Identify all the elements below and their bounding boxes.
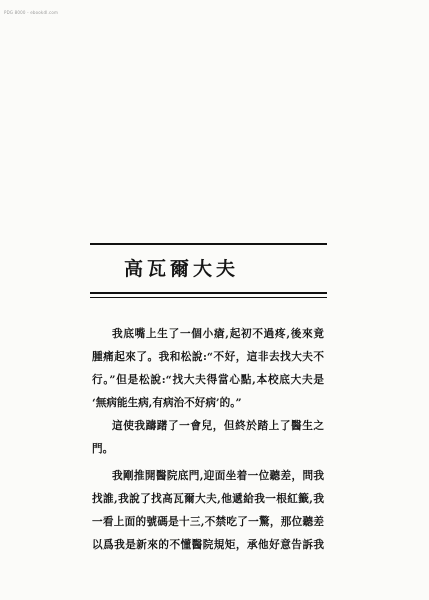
text-line: 門。 bbox=[92, 443, 114, 455]
text-line: 以爲我是新來的不懂醫院規矩，承他好意告訴我 bbox=[92, 539, 324, 551]
top-rule bbox=[90, 243, 327, 245]
text-line: 我剛推開醫院底門,迎面坐着一位聽差，問我 bbox=[112, 470, 324, 482]
paragraph bbox=[92, 415, 324, 461]
text-line: 一看上面的號碼是十三,不禁吃了一驚，那位聽差 bbox=[92, 516, 324, 528]
paragraph bbox=[92, 323, 324, 415]
watermark: PDG 8000 - ebookdl.com bbox=[4, 10, 59, 15]
body-text bbox=[92, 323, 324, 557]
chapter-title: 高瓦爾大夫 bbox=[124, 258, 240, 280]
text-line: 行。”但是松說:“找大夫得當心點,本校底大夫是 bbox=[92, 374, 324, 386]
bottom-rule-thin bbox=[90, 297, 327, 298]
text-line: ‘無病能生病,有病治不好病’的。” bbox=[92, 397, 242, 409]
bottom-rule-thick bbox=[90, 292, 327, 294]
text-line: 我底嘴上生了一個小瘡,起初不過疼,後來竟 bbox=[112, 328, 324, 340]
text-line: 找誰,我說了找高瓦爾大夫,他遞給我一根紅籤,我 bbox=[92, 493, 324, 505]
text-line: 這使我躊躇了一會兒，但終於踏上了醫生之 bbox=[112, 420, 324, 432]
text-line: 腫痛起來了。我和松說:“不好，這非去找大夫不 bbox=[92, 351, 324, 363]
paragraph bbox=[92, 465, 324, 557]
